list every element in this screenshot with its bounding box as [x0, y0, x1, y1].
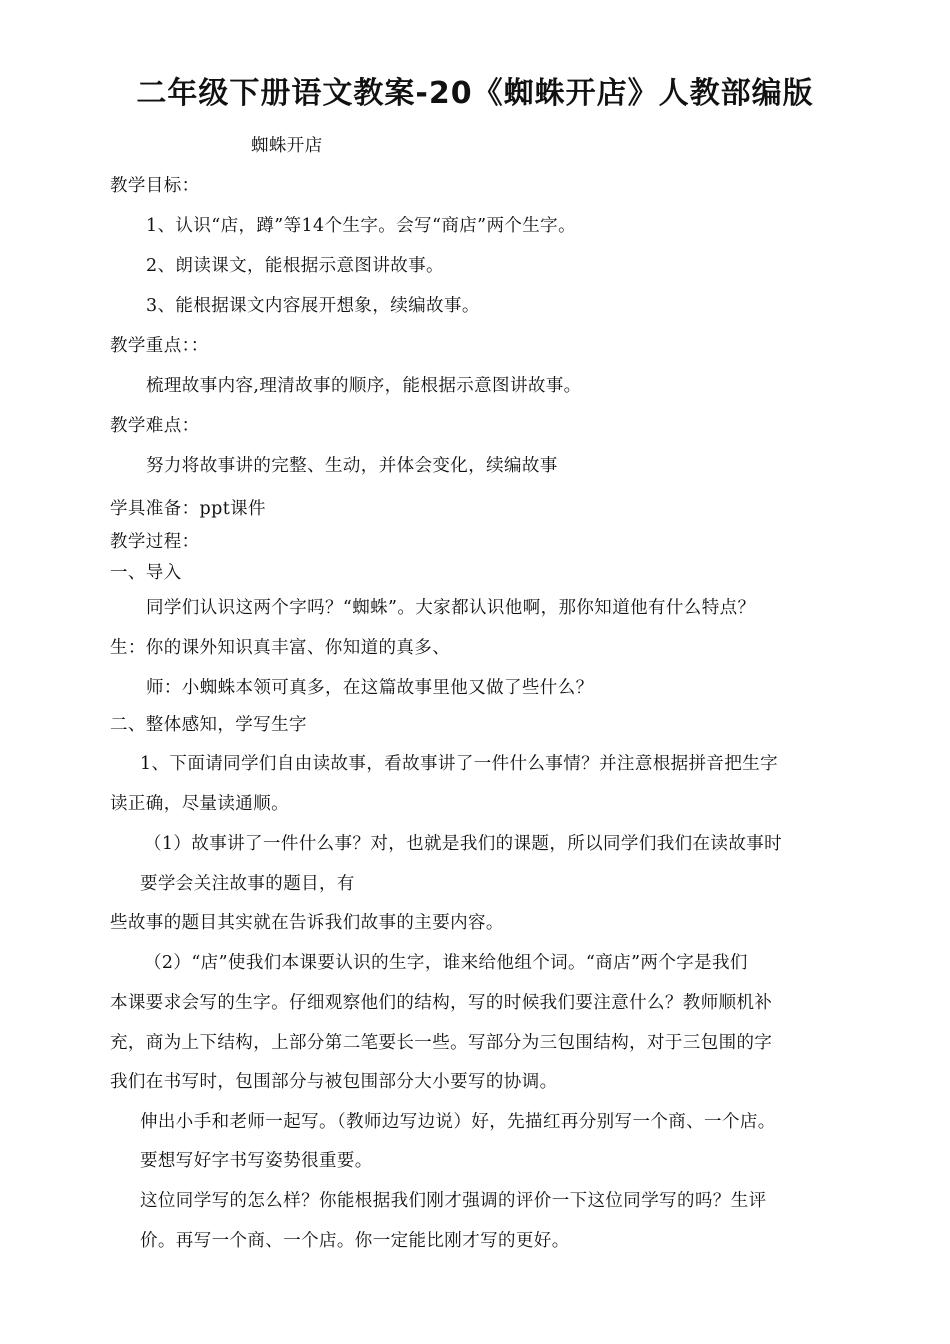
paragraph-line: （1）故事讲了一件什么事？对，也就是我们的课题，所以同学们我们在读故事时 [144, 834, 783, 854]
section-heading: 一、导入 [110, 563, 182, 583]
paragraph-line: 伸出小手和老师一起写。（教师边写边说）好，先描红再分别写一个商、一个店。 [140, 1112, 776, 1132]
paragraph-line: 生：你的课外知识真丰富、你知道的真多、 [110, 638, 451, 658]
objectives-heading: 教学目标： [110, 176, 200, 196]
paragraph-line: 充，商为上下结构，上部分第二笔要长一些。写部分为三包围结构，对于三包围的字 [110, 1033, 773, 1053]
paragraph-line: 我们在书写时，包围部分与被包围部分大小要写的协调。 [110, 1072, 558, 1092]
paragraph-line: （2）“店”使我们本课要认识的生字，谁来给他组个词。“商店”两个字是我们 [144, 953, 748, 973]
paragraph-line: 本课要求会写的生字。仔细观察他们的结构，写的时候我们要注意什么？教师顺机补 [110, 993, 773, 1013]
paragraph-line: 师：小蜘蛛本领可真多，在这篇故事里他又做了些什么？ [146, 678, 594, 698]
paragraph-line: 读正确，尽量读通顺。 [110, 794, 289, 814]
key-points-heading: 教学重点：： [110, 336, 209, 356]
process-heading: 教学过程： [110, 532, 200, 552]
objective-item: 1、认识“店，蹲”等14个生字。会写“商店”两个生字。 [146, 216, 576, 236]
difficulty-text: 努力将故事讲的完整、生动，并体会变化，续编故事 [146, 456, 558, 476]
section-heading: 二、整体感知，学写生字 [110, 715, 307, 735]
paragraph-line: 同学们认识这两个字吗？“蜘蛛”。大家都认识他啊，那你知道他有什么特点？ [146, 598, 756, 618]
paragraph-line: 些故事的题目其实就在告诉我们故事的主要内容。 [110, 913, 504, 933]
paragraph-line: 这位同学写的怎么样？你能根据我们刚才强调的评价一下这位同学写的吗？生评 [140, 1191, 767, 1211]
objective-item: 3、能根据课文内容展开想象，续编故事。 [146, 296, 480, 316]
difficulty-heading: 教学难点： [110, 416, 200, 436]
paragraph-line: 要想写好字书写姿势很重要。 [140, 1151, 373, 1171]
document-title: 二年级下册语文教案-20《蜘蛛开店》人教部编版 [136, 76, 814, 111]
objective-item: 2、朗读课文，能根据示意图讲故事。 [146, 256, 444, 276]
paragraph-line: 价。再写一个商、一个店。你一定能比刚才写的更好。 [140, 1231, 570, 1251]
lesson-subtitle: 蜘蛛开店 [251, 136, 323, 156]
paragraph-line: 1、下面请同学们自由读故事，看故事讲了一件什么事情？并注意根据拼音把生字 [140, 754, 779, 774]
paragraph-line: 要学会关注故事的题目，有 [140, 874, 355, 894]
prep-line: 学具准备：ppt课件 [110, 499, 266, 519]
key-points-text: 梳理故事内容,理清故事的顺序，能根据示意图讲故事。 [146, 376, 582, 396]
